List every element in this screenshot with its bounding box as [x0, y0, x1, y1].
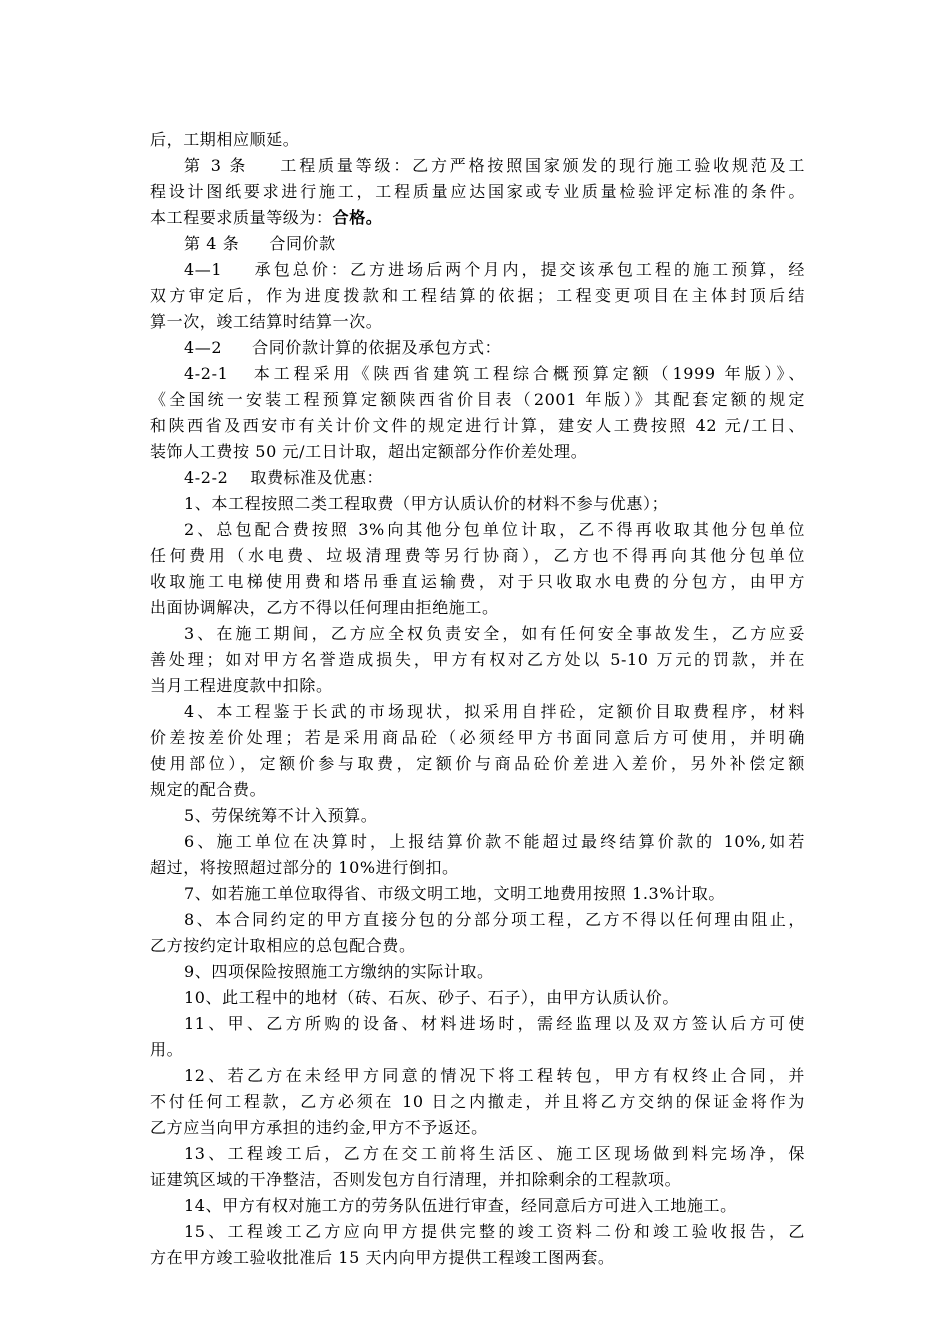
line-text: 8、本合同约定的甲方直接分包的分部分项工程，乙方不得以任何理由阻止，	[184, 910, 805, 929]
text-line	[150, 1245, 805, 1271]
line-text: 证建筑区域的干净整洁，否则发包方自行清理，并扣除剩余的工程款项。	[150, 1170, 682, 1189]
line-text: 本工程要求质量等级为：	[150, 208, 333, 227]
list-item	[184, 907, 805, 933]
line-text: 13、工程竣工后，乙方在交工前将生活区、施工区现场做到料完场净，保	[184, 1144, 805, 1163]
clause-number: 4—2	[184, 338, 223, 357]
article-heading	[184, 153, 805, 179]
line-text: 15、工程竣工乙方应向甲方提供完整的竣工资料二份和竣工验收报告，乙	[184, 1222, 805, 1241]
list-item	[184, 1193, 805, 1219]
text-line	[150, 387, 805, 413]
line-text: 承包总价：乙方进场后两个月内，提交该承包工程的施工预算，经	[252, 260, 805, 279]
clause-heading	[184, 257, 805, 283]
clause-heading	[184, 361, 805, 387]
text-line	[150, 1167, 805, 1193]
list-item	[184, 491, 805, 517]
clause-number: 4—1	[184, 260, 223, 279]
line-text: 乙方应当向甲方承担的违约金,甲方不予返还。	[150, 1118, 488, 1137]
text-line	[150, 309, 805, 335]
line-text: 使用部位），定额价参与取费，定额价与商品砼价差进入差价，另外补偿定额	[150, 754, 805, 773]
text-line	[150, 127, 805, 153]
clause-number: 4-2-1	[184, 364, 229, 383]
list-item	[184, 621, 805, 647]
line-text: 价差按差价处理；若是采用商品砼（必须经甲方书面同意后方可使用，并明确	[150, 728, 805, 747]
clause-heading	[184, 335, 805, 361]
line-text: 14、甲方有权对施工方的劳务队伍进行审查，经同意后方可进入工地施工。	[184, 1196, 737, 1215]
line-text: 《全国统一安装工程预算定额陕西省价目表（2001 年版）》其配套定额的规定	[150, 390, 805, 409]
line-text: 12、若乙方在未经甲方同意的情况下将工程转包，甲方有权终止合同，并	[184, 1066, 805, 1085]
list-item	[184, 517, 805, 543]
article-number: 第 3 条	[184, 156, 249, 175]
text-line	[150, 1089, 805, 1115]
line-text: 2、总包配合费按照 3%向其他分包单位计取，乙不得再收取其他分包单位	[184, 520, 805, 539]
list-item	[184, 829, 805, 855]
line-text: 5、劳保统筹不计入预算。	[184, 806, 378, 825]
line-text: 当月工程进度款中扣除。	[150, 676, 333, 695]
text-line	[150, 205, 805, 231]
line-text: 规定的配合费。	[150, 780, 267, 799]
line-text: 本工程采用《陕西省建筑工程综合概预算定额（1999 年版）》、	[250, 364, 805, 383]
line-text: 善处理；如对甲方名誉造成损失，甲方有权对乙方处以 5-10 万元的罚款，并在	[150, 650, 805, 669]
line-text: 1、本工程按照二类工程取费（甲方认质认价的材料不参与优惠）；	[184, 494, 669, 513]
line-text: 10、此工程中的地材（砖、石灰、砂子、石子），由甲方认质认价。	[184, 988, 679, 1007]
line-text: 11、甲、乙方所购的设备、材料进场时，需经监理以及双方签认后方可使	[184, 1014, 805, 1033]
list-item	[184, 1141, 805, 1167]
quality-grade: 合格。	[332, 208, 383, 227]
clause-heading	[184, 465, 805, 491]
list-item	[184, 1011, 805, 1037]
line-text: 出面协调解决，乙方不得以任何理由拒绝施工。	[150, 598, 499, 617]
text-line	[150, 439, 805, 465]
list-item	[184, 959, 805, 985]
text-line	[150, 1115, 805, 1141]
line-text: 4、本工程鉴于长武的市场现状，拟采用自拌砼，定额价目取费程序，材料	[184, 702, 805, 721]
line-text: 装饰人工费按 50 元/工日计取，超出定额部分作价差处理。	[150, 442, 588, 461]
text-line	[150, 179, 805, 205]
line-text: 工程质量等级：乙方严格按照国家颁发的现行施工验收规范及工	[278, 156, 805, 175]
line-text: 收取施工电梯使用费和塔吊垂直运输费，对于只收取水电费的分包方，由甲方	[150, 572, 805, 591]
text-line	[150, 647, 805, 673]
list-item	[184, 1219, 805, 1245]
text-line	[150, 855, 805, 881]
line-text: 9、四项保险按照施工方缴纳的实际计取。	[184, 962, 494, 981]
line-text: 6、施工单位在决算时，上报结算价款不能超过最终结算价款的 10%,如若	[184, 832, 805, 851]
text-line	[150, 543, 805, 569]
line-text: 取费标准及优惠：	[250, 468, 384, 487]
line-text: 任何费用（水电费、垃圾清理费等另行协商），乙方也不得再向其他分包单位	[150, 546, 805, 565]
line-text: 3、在施工期间，乙方应全权负责安全，如有任何安全事故发生，乙方应妥	[184, 624, 805, 643]
line-text: 方在甲方竣工验收批准后 15 天内向甲方提供工程竣工图两套。	[150, 1248, 615, 1267]
line-text: 算一次，竣工结算时结算一次。	[150, 312, 383, 331]
list-item	[184, 881, 805, 907]
article-heading	[184, 231, 805, 257]
text-line	[150, 777, 805, 803]
line-text: 超过，将按照超过部分的 10%进行倒扣。	[150, 858, 459, 877]
line-text: 7、如若施工单位取得省、市级文明工地，文明工地费用按照 1.3%计取。	[184, 884, 725, 903]
text-line	[150, 283, 805, 309]
list-item	[184, 803, 805, 829]
text-line	[150, 569, 805, 595]
list-item	[184, 985, 805, 1011]
line-text: 后，工期相应顺延。	[150, 130, 300, 149]
line-text: 程设计图纸要求进行施工，工程质量应达国家或专业质量检验评定标准的条件。	[150, 182, 805, 201]
line-text: 和陕西省及西安市有关计价文件的规定进行计算，建安人工费按照 42 元/工日、	[150, 416, 805, 435]
text-line	[150, 1037, 805, 1063]
text-line	[150, 933, 805, 959]
text-line	[150, 413, 805, 439]
line-text: 用。	[150, 1040, 184, 1059]
text-line	[150, 751, 805, 777]
clause-number: 4-2-2	[184, 468, 229, 487]
text-line	[150, 673, 805, 699]
article-number: 第 4 条	[184, 234, 240, 253]
text-line	[150, 725, 805, 751]
text-line	[150, 595, 805, 621]
list-item	[184, 1063, 805, 1089]
line-text: 合同价款计算的依据及承包方式：	[252, 338, 502, 357]
line-text: 不付任何工程款，乙方必须在 10 日之内撤走，并且将乙方交纳的保证金将作为	[150, 1092, 805, 1111]
list-item	[184, 699, 805, 725]
line-text: 双方审定后，作为进度拨款和工程结算的依据；工程变更项目在主体封顶后结	[150, 286, 805, 305]
line-text: 乙方按约定计取相应的总包配合费。	[150, 936, 416, 955]
line-text: 合同价款	[269, 234, 336, 253]
